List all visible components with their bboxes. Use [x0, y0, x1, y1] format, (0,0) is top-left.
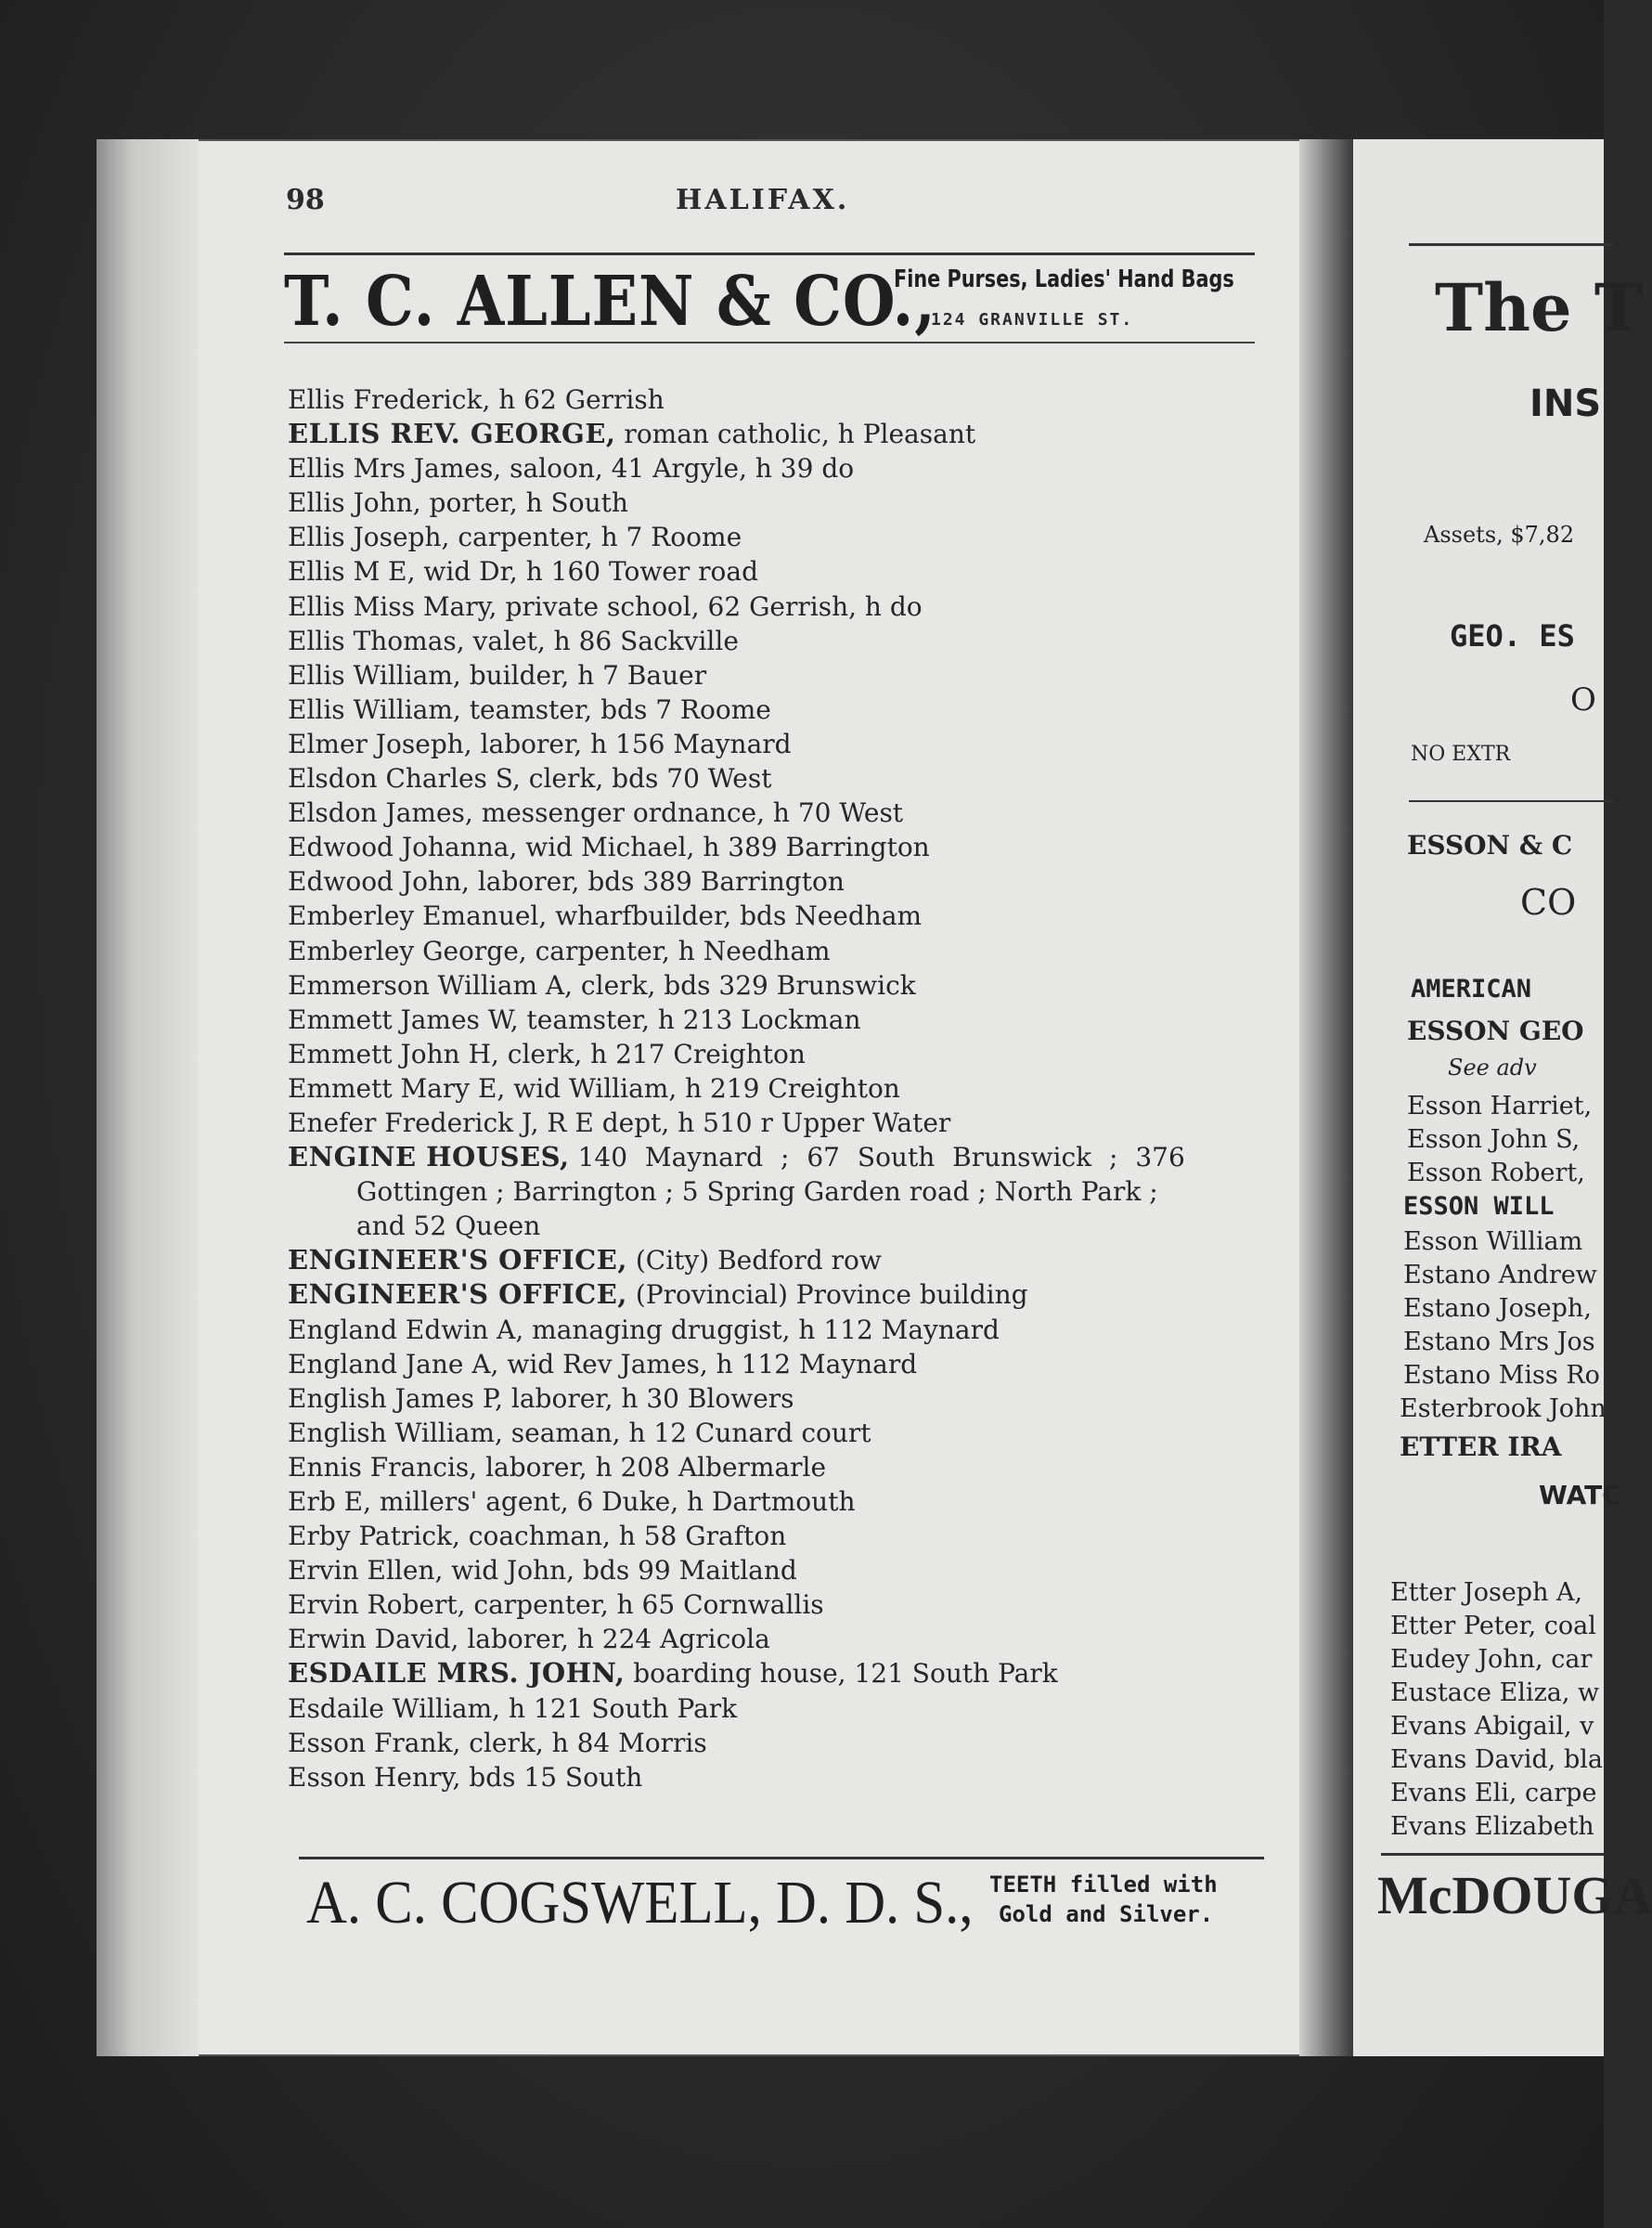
right-geo: GEO. ES	[1450, 618, 1575, 654]
directory-entry: Edwood Johanna, wid Michael, h 389 Barrington	[288, 832, 930, 863]
engine-houses-line1: 140 Maynard ; 67 South Brunswick ; 376	[577, 1142, 1185, 1173]
directory-entry: Elsdon Charles S, clerk, bds 70 West	[288, 763, 772, 795]
top-ad-name: T. C. ALLEN & CO.,	[284, 262, 936, 342]
page-header	[286, 184, 1251, 221]
directory-entry: Erby Patrick, coachman, h 58 Grafton	[288, 1521, 787, 1552]
right-line: Etter Peter, coal	[1390, 1612, 1596, 1640]
right-watc: WATC	[1539, 1480, 1621, 1510]
bottom-advertisement	[306, 1868, 1271, 1951]
right-assets: Assets, $7,82	[1424, 522, 1575, 548]
directory-entry: Emberley Emanuel, wharfbuilder, bds Needham	[288, 900, 923, 932]
directory-entry: Ennis Francis, laborer, h 208 Albermarle	[288, 1451, 827, 1483]
right-co: CO	[1520, 882, 1577, 923]
page-title: HALIFAX.	[676, 184, 850, 216]
directory-entry: Enefer Frederick J, R E dept, h 510 r Upper Water	[288, 1107, 951, 1138]
directory-entry: Emmett John H, clerk, h 217 Creighton	[288, 1038, 806, 1069]
engineers-office-prov-text: (Provincial) Province building	[635, 1279, 1028, 1311]
directory-entry: Ervin Robert, carpenter, h 65 Cornwallis	[288, 1589, 824, 1621]
directory-entry-bold: ELLIS REV. GEORGE, roman catholic, h Pleasant	[288, 418, 976, 450]
right-top-rule	[1409, 243, 1613, 246]
directory-entry: Ellis Frederick, h 62 Gerrish	[288, 384, 665, 415]
engineers-office-city-text: (City) Bedford row	[635, 1245, 882, 1276]
directory-entry: Ervin Ellen, wid John, bds 99 Maitland	[288, 1555, 797, 1587]
right-no-extra: NO EXTR	[1411, 743, 1511, 766]
engine-houses-line3: and 52 Queen	[356, 1211, 541, 1242]
directory-entry: Ellis Miss Mary, private school, 62 Gerrish, h do	[288, 590, 923, 622]
right-line: Estano Joseph,	[1403, 1294, 1592, 1323]
directory-entry: Ellis John, porter, h South	[288, 487, 628, 519]
directory-entry: Esson Frank, clerk, h 84 Morris	[288, 1727, 707, 1758]
page-number: 98	[286, 184, 325, 216]
directory-entry: Emmett Mary E, wid William, h 219 Creighton	[288, 1072, 900, 1104]
right-esson-geo: ESSON GEO	[1407, 1016, 1584, 1046]
bottom-ad-name: A. C. COGSWELL, D. D. S.,	[306, 1869, 974, 1937]
right-line: Esson Harriet,	[1407, 1092, 1593, 1120]
esdaile-name: ESDAILE MRS. JOHN,	[288, 1657, 626, 1690]
directory-entry: England Jane A, wid Rev James, h 112 Maynard	[288, 1348, 918, 1380]
right-o: O	[1570, 681, 1596, 719]
directory-entry: Ellis M E, wid Dr, h 160 Tower road	[288, 556, 759, 588]
top-ad-rule	[284, 253, 1255, 255]
directory-entry: Ellis William, teamster, bds 7 Roome	[288, 693, 771, 725]
right-esson-co: ESSON & C	[1407, 830, 1573, 861]
right-line: Estano Miss Ro	[1403, 1361, 1600, 1390]
right-etter-ira: ETTER IRA	[1400, 1431, 1562, 1462]
directory-listing	[288, 382, 1271, 1794]
right-line: Esson William	[1403, 1227, 1583, 1256]
right-line: Eudey John, car	[1390, 1645, 1593, 1674]
engine-houses-line2: Gottingen ; Barrington ; 5 Spring Garden road ; North Park ;	[356, 1176, 1158, 1208]
directory-entry: English James P, laborer, h 30 Blowers	[288, 1382, 794, 1414]
directory-entry: Emmett James W, teamster, h 213 Lockman	[288, 1004, 861, 1035]
right-rule-2	[1409, 800, 1613, 802]
directory-entry: Erb E, millers' agent, 6 Duke, h Dartmouth	[288, 1486, 856, 1517]
directory-entry: Elmer Joseph, laborer, h 156 Maynard	[288, 728, 792, 759]
directory-entry: Esdaile William, h 121 South Park	[288, 1692, 738, 1724]
bottom-ad-line2: Gold and Silver.	[999, 1901, 1214, 1927]
right-page	[1353, 139, 1652, 2056]
directory-entry: Ellis Joseph, carpenter, h 7 Roome	[288, 522, 742, 553]
right-line: Evans David, bla	[1390, 1745, 1603, 1774]
engineers-office-city	[288, 1243, 1271, 1277]
directory-entry: Elsdon James, messenger ordnance, h 70 West	[288, 797, 904, 829]
engineers-office-provincial	[288, 1277, 1271, 1312]
right-line: Esson John S,	[1407, 1125, 1581, 1154]
right-mcdouga: McDOUGA	[1377, 1865, 1652, 1925]
directory-entry: Erwin David, laborer, h 224 Agricola	[288, 1624, 770, 1655]
directory-entry: Ellis William, builder, h 7 Bauer	[288, 659, 707, 691]
right-line: Evans Elizabeth	[1390, 1812, 1594, 1841]
engineers-office-city-name: ENGINEER'S OFFICE,	[288, 1244, 627, 1276]
esdaile-entry	[288, 1656, 1271, 1690]
right-line: Esterbrook John	[1400, 1394, 1607, 1423]
top-ad-line1: Fine Purses, Ladies' Hand Bags	[894, 266, 1234, 293]
top-advertisement	[284, 262, 1255, 345]
right-line: Estano Andrew	[1403, 1261, 1597, 1289]
engine-houses-entry	[288, 1140, 1271, 1243]
bottom-ad-line1: TEETH filled with	[989, 1872, 1218, 1898]
directory-entry: Emmerson William A, clerk, bds 329 Brunswick	[288, 969, 916, 1001]
engineers-office-prov-name: ENGINEER'S OFFICE,	[288, 1278, 627, 1311]
right-line: Esson Robert,	[1407, 1159, 1585, 1187]
directory-entry: Ellis Thomas, valet, h 86 Sackville	[288, 625, 739, 656]
right-line: Estano Mrs Jos	[1403, 1328, 1595, 1356]
right-line: Etter Joseph A,	[1390, 1578, 1583, 1607]
esdaile-text: boarding house, 121 South Park	[633, 1658, 1058, 1690]
directory-entry: Ellis Mrs James, saloon, 41 Argyle, h 39 do	[288, 453, 855, 485]
top-ad-bottom-rule	[284, 342, 1255, 343]
directory-entry: Esson Henry, bds 15 South	[288, 1761, 643, 1793]
bottom-ad-rule	[299, 1857, 1264, 1859]
right-line: Evans Eli, carpe	[1390, 1779, 1597, 1807]
right-sub: INS	[1529, 382, 1602, 425]
top-ad-line2: 124 GRANVILLE ST.	[931, 310, 1134, 330]
right-esson-will: ESSON WILL	[1403, 1192, 1555, 1221]
right-title: The T	[1435, 269, 1643, 346]
engine-houses-name: ENGINE HOUSES,	[288, 1141, 570, 1173]
book-gutter	[1299, 139, 1353, 2056]
directory-entry: Emberley George, carpenter, h Needham	[288, 935, 831, 966]
right-see-adv: See adv	[1448, 1055, 1537, 1081]
right-rule-3	[1381, 1853, 1604, 1856]
right-american: AMERICAN	[1411, 975, 1532, 1004]
directory-entry: English William, seaman, h 12 Cunard court	[288, 1417, 871, 1448]
directory-entry: Edwood John, laborer, bds 389 Barrington	[288, 866, 845, 898]
right-line: Evans Abigail, v	[1390, 1712, 1594, 1741]
directory-entry: England Edwin A, managing druggist, h 112 Maynard	[288, 1314, 1000, 1345]
right-line: Eustace Eliza, w	[1390, 1678, 1600, 1707]
